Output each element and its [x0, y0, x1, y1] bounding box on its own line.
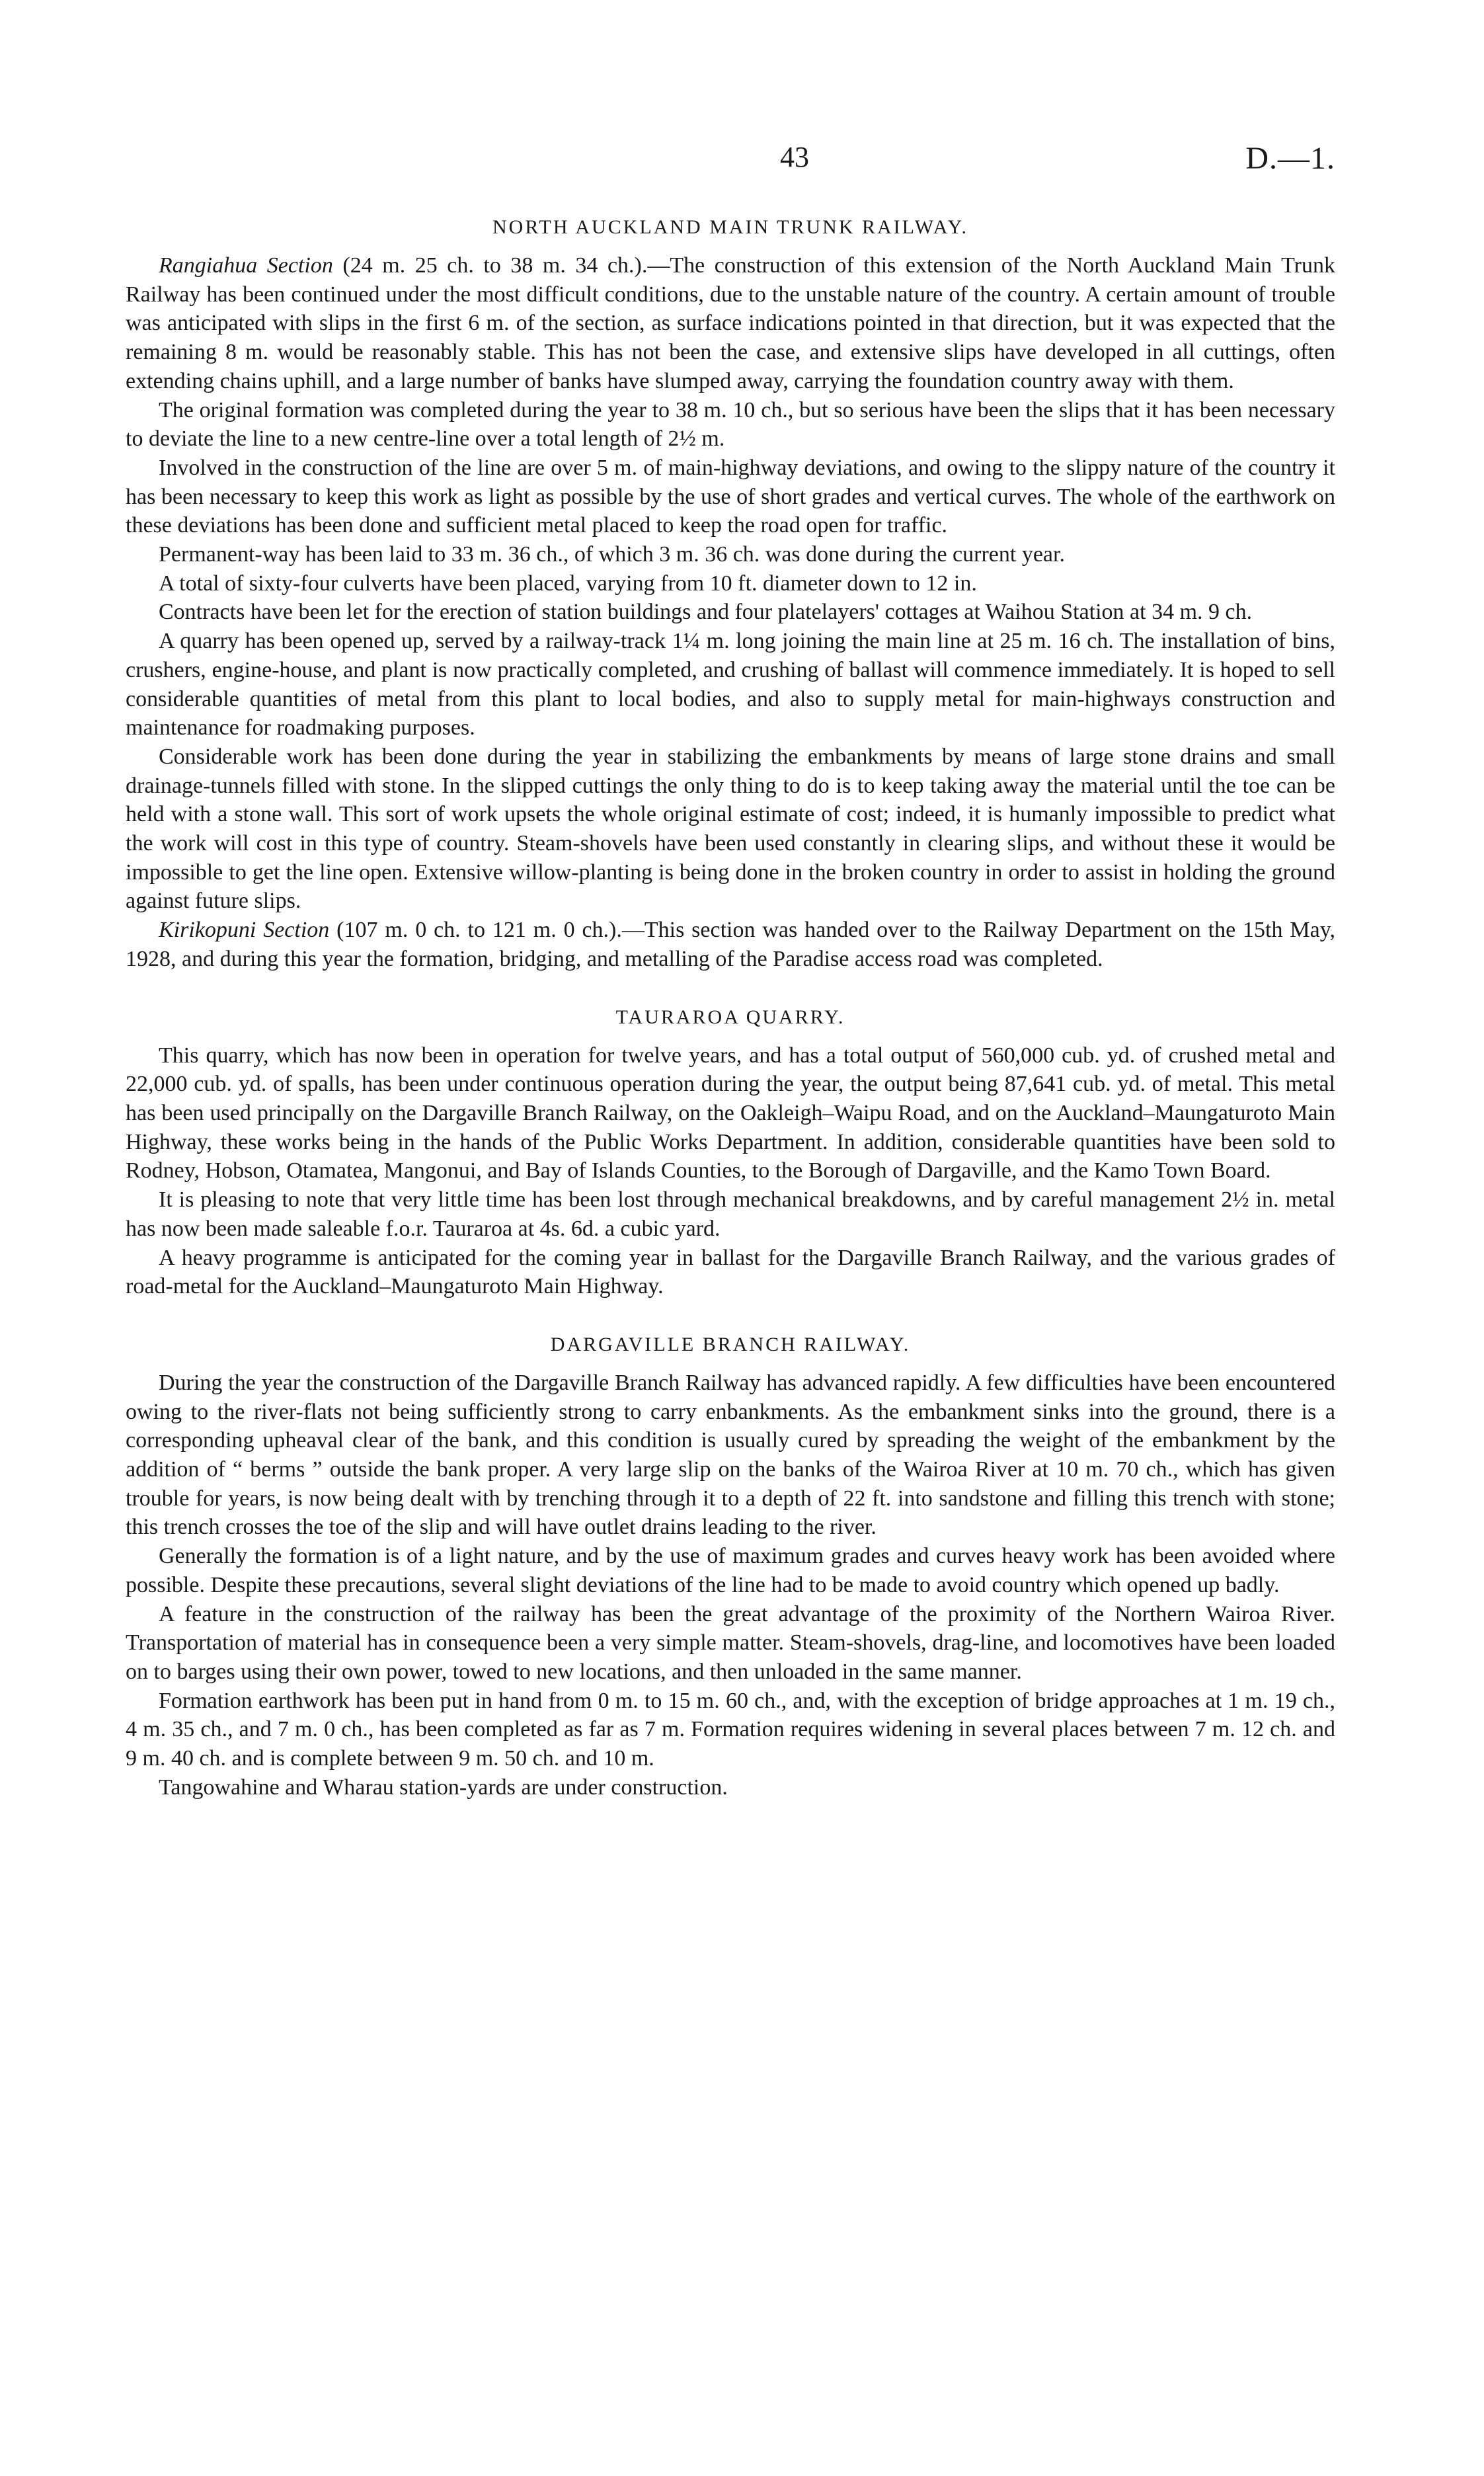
document-reference: D.—1. [1245, 141, 1335, 176]
paragraph: During the year the construction of the Dargaville Branch Railway has advanced rapidly. A few difficulties have been encountered owing to the river-flats not being sufficiently strong to carry enbankments. As the embankment sinks into the ground, there is a corresponding upheaval clear of the bank, and this condition is usually cured by spreading the weight of the embankment by the addition of “ berms ” outside the bank proper. A very large slip on the banks of the Wairoa River at 10 m. 70 ch., which has given trouble for years, is now being dealt with by trenching through it to a depth of 22 ft. into sandstone and filling this trench with stone; this trench crosses the toe of the slip and will have outlet drains leading to the river. [126, 1370, 1335, 1540]
section-subheading: Rangiahua Section [159, 253, 333, 278]
section-title: NORTH AUCKLAND MAIN TRUNK RAILWAY. [492, 216, 968, 238]
section-title: TAURAROA QUARRY. [615, 1006, 845, 1028]
paragraph [126, 916, 1335, 973]
paragraph: Involved in the construction of the line are over 5 m. of main-highway deviations, and owing to the slippy nature of the country it has been necessary to keep this work as light as possible by the use of short grades and vertical curves. The whole of the earthwork on these deviations has been done and sufficient metal placed to keep the road open for traffic. [126, 455, 1335, 538]
paragraph: A total of sixty-four culverts have been placed, varying from 10 ft. diameter down to 12 in. [159, 571, 977, 596]
paragraph [126, 251, 1335, 396]
section-tauraroa-quarry [126, 1003, 1335, 1301]
paragraph: Generally the formation is of a light nature, and by the use of maximum grades and curves heavy work has been avoided where possible. Despite these precautions, several slight deviations of the line had to be made to avoid country which opened up badly. [126, 1544, 1335, 1597]
page-header [126, 140, 1335, 186]
paragraph: A heavy programme is anticipated for the coming year in ballast for the Dargaville Branch Railway, and the various grades of road-metal for the Auckland–Maungaturoto Main Highway. [126, 1245, 1335, 1299]
paragraph: A quarry has been opened up, served by a railway-track 1¼ m. long joining the main line at 25 m. 16 ch. The installation of bins, crushers, engine-house, and plant is now practically completed, and crushing of ballast will commence immediately. It is hoped to sell considerable quantities of metal from this plant to local bodies, and also to supply metal for main-highways construction and maintenance for roadmaking purposes. [126, 629, 1335, 740]
paragraph: A feature in the construction of the railway has been the great advantage of the proximity of the Northern Wairoa River. Transportation of material has in consequence been a very simple matter. Steam-shovels, drag-line, and locomotives have been loaded on to barges using their own power, towed to new locations, and then unloaded in the same manner. [126, 1601, 1335, 1684]
paragraph: Considerable work has been done during the year in stabilizing the embankments by means of large stone drains and small drainage-tunnels filled with stone. In the slipped cuttings the only thing to do is to keep taking away the material until the toe can be held with a stone wall. This sort of work upsets the whole original estimate of cost; indeed, it is humanly impossible to predict what the work will cost in this type of country. Steam-shovels have been used constantly in clearing slips, and without these it would be impossible to get the line open. Extensive willow-planting is being done in the broken country in order to assist in holding the ground against future slips. [126, 744, 1335, 914]
paragraph: It is pleasing to note that very little time has been lost through mechanical breakdowns, and by careful management 2½ in. metal has now been made saleable f.o.r. Tauraroa at 4s. 6d. a cubic yard. [126, 1187, 1335, 1241]
paragraph-text: (24 m. 25 ch. to 38 m. 34 ch.).—The construction of this extension of the North Auckland Main Trunk Railway has been continued under the most difficult conditions, due to the unstable nature of the country. A certain amount of trouble was anticipated with slips in the first 6 m. of the section, as surface indications pointed in that direction, but it was expected that the remaining 8 m. would be reasonably stable. This has not been the case, and extensive slips have developed in all cuttings, often extending chains uphill, and a large number of banks have slumped away, carrying the foundation country away with them. [126, 253, 1336, 393]
paragraph: The original formation was completed during the year to 38 m. 10 ch., but so serious have been the slips that it has been necessary to deviate the line to a new centre-line over a total length of 2½ m. [126, 397, 1335, 452]
paragraph: Tangowahine and Wharau station-yards are under construction. [159, 1775, 728, 1800]
paragraph: Contracts have been let for the erection of station buildings and four platelayers' cottages at Waihou Station at 34 m. 9 ch. [159, 600, 1253, 625]
section-title: DARGAVILLE BRANCH RAILWAY. [550, 1333, 911, 1355]
paragraph: Formation earthwork has been put in hand from 0 m. to 15 m. 60 ch., and, with the exception of bridge approaches at 1 m. 19 ch., 4 m. 35 ch., and 7 m. 0 ch., has been completed as far as 7 m. Formation requires widening in several places between 7 m. 12 ch. and 9 m. 40 ch. and is complete between 9 m. 50 ch. and 10 m. [126, 1688, 1335, 1771]
paragraph-text: (107 m. 0 ch. to 121 m. 0 ch.).—This section was handed over to the Railway Department on the 15th May, 1928, and during this year the formation, bridging, and metalling of the Paradise access road was completed. [126, 918, 1335, 971]
section-north-auckland [126, 213, 1335, 974]
section-dargaville-branch [126, 1330, 1335, 1802]
paragraph: Permanent-way has been laid to 33 m. 36 ch., of which 3 m. 36 ch. was done during the current year. [159, 542, 1065, 567]
section-subheading: Kirikopuni Section [159, 918, 330, 943]
page-number: 43 [780, 141, 809, 173]
body-text [126, 213, 1335, 1831]
paragraph: This quarry, which has now been in operation for twelve years, and has a total output of 560,000 cub. yd. of crushed metal and 22,000 cub. yd. of spalls, has been under continuous operation during the year, the output being 87,641 cub. yd. of metal. This metal has been used principally on the Dargaville Branch Railway, on the Oakleigh–Waipu Road, and on the Auckland–Maungaturoto Main Highway, these works being in the hands of the Public Works Department. In addition, considerable quantities have been sold to Rodney, Hobson, Otamatea, Mangonui, and Bay of Islands Counties, to the Borough of Dargaville, and the Kamo Town Board. [126, 1043, 1335, 1183]
